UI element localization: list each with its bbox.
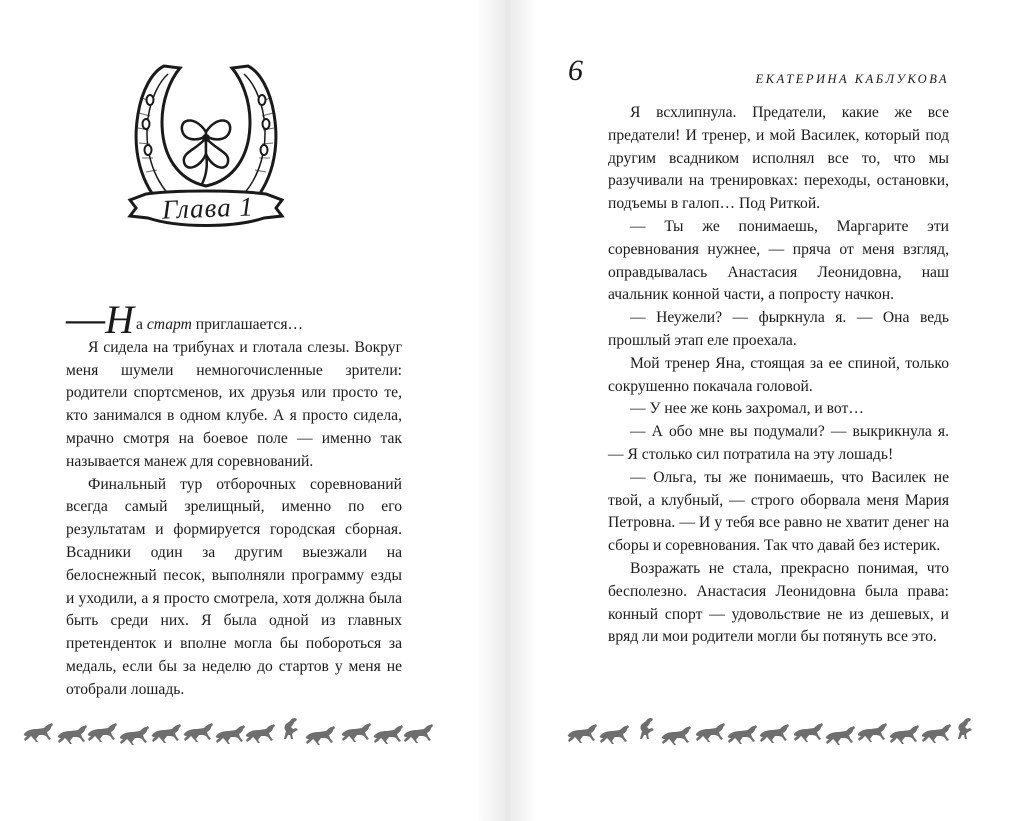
dropcap-dash: — xyxy=(66,294,106,343)
paragraph: Я сидела на трибунах и глотала слезы. Вокруг меня шумели немногочисленные зрители: родители спортсменов, их друзья или просто те, кто занимался в одном клубе. А я просто сидела, мрачно смотря на боевое поле — именно так называется манеж для соревнований. xyxy=(66,338,402,470)
gutter-shadow xyxy=(510,0,538,821)
gutter-shadow xyxy=(477,0,505,821)
paragraph: — У нее же конь захромал, и вот… xyxy=(630,400,864,418)
left-body-text xyxy=(66,294,402,702)
running-head: ЕКАТЕРИНА КАБЛУКОВА xyxy=(755,72,949,86)
opening-line xyxy=(66,294,402,343)
opening-tail: приглашается… xyxy=(191,316,304,333)
chapter-title: Глава 1 xyxy=(161,191,255,225)
paragraph: — А обо мне вы подумали? — выкрикнула я. — Я столько сил потратила на эту лошадь! xyxy=(608,423,949,463)
right-page xyxy=(510,0,1015,821)
running-horses-icon xyxy=(566,714,976,750)
paragraph: Финальный тур отборочных соревнований всегда самый зрелищный, именно по его результатам и формируется городская сборная. Всадники один за другим выезжали на белоснежный песок, выполняли программу езды и уходили, а я просто смотрела, хотя должна была быть среди них. Я была одной из главных претенденток и вполне могла бы побороться за медаль, если бы за неделю до стартов у меня не отобрали лошадь. xyxy=(66,475,402,698)
paragraph: — Ты же понимаешь, Маргарите эти соревнования нужнее, — пряча от меня взгляд, оправдывалась Анастасия Леонидовна, наш ачальник конной части, а попросту начкон. xyxy=(608,217,949,304)
paragraph: — Ольга, ты же понимаешь, что Василек не твой, а клубный, — строго оборвала меня Мария Петровна. — И у тебя все равно не хватит денег на сборы и соревнования. Так что давай без истерик. xyxy=(608,468,949,555)
paragraph: Мой тренер Яна, стоящая за ее спиной, только сокрушенно покачала головой. xyxy=(608,354,949,395)
page-number: 6 xyxy=(568,54,583,87)
opening-rest: а xyxy=(136,316,147,333)
opening-emphasis: старт xyxy=(146,316,192,333)
running-horses-icon xyxy=(22,714,452,750)
paragraph: Возражать не стала, прекрасно понимая, что бесполезно. Анастасия Леонидовна была права: конный спорт — удовольствие не из дешевых, и вряд ли мои родители могли бы потянуть все это. xyxy=(608,559,949,646)
paragraph: Я всхлипнула. Предатели, какие же все предатели! И тренер, и мой Василек, который под другим всадником исполнял все то, что мы разучивали на тренировках: переходы, остановки, подъемы в галоп… Под Риткой. xyxy=(608,104,949,213)
paragraph: — Неужели? — фыркнула я. — Она ведь прошлый этап еле проехала. xyxy=(608,309,949,349)
dropcap-letter: Н xyxy=(105,297,135,342)
left-page xyxy=(0,0,505,821)
right-body-text xyxy=(608,102,949,649)
